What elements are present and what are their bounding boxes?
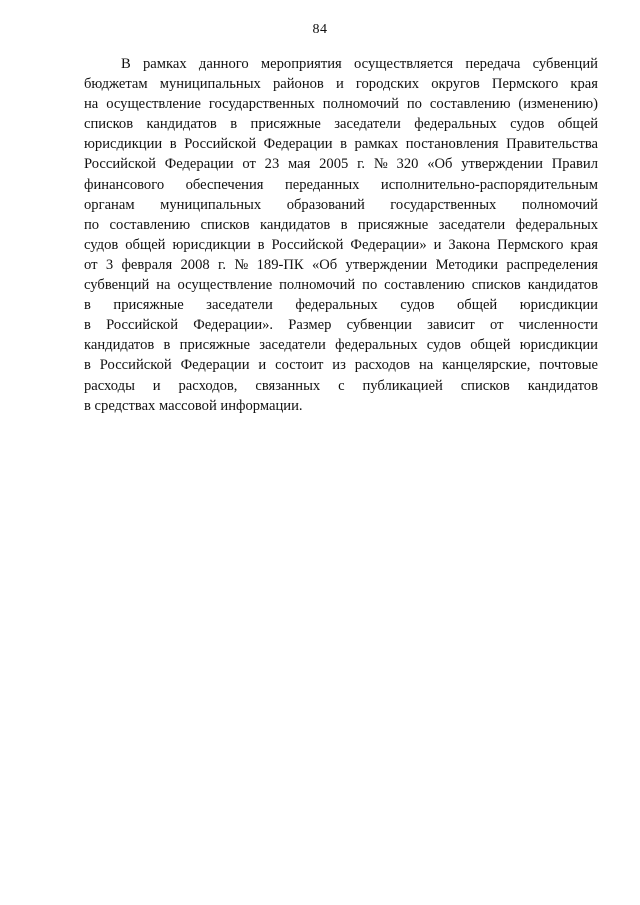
- paragraph-line: списков кандидатов в присяжные заседатели федеральных судов общей: [84, 116, 598, 133]
- paragraph-line: на осуществление государственных полномочий по составлению (изменению): [84, 96, 598, 113]
- paragraph-line: в средствах массовой информации.: [84, 397, 303, 414]
- paragraph-line: В рамках данного мероприятия осуществляется передача субвенций: [121, 56, 598, 72]
- paragraph-line: по составлению списков кандидатов в присяжные заседатели федеральных: [84, 216, 598, 233]
- paragraph-line: от 3 февраля 2008 г. № 189-ПК «Об утверждении Методики распределения: [84, 256, 598, 273]
- paragraph-line: расходы и расходов, связанных с публикацией списков кандидатов: [84, 377, 598, 394]
- paragraph-line: судов общей юрисдикции в Российской Федерации» и Закона Пермского края: [84, 236, 598, 253]
- paragraph-line: кандидатов в присяжные заседатели федеральных судов общей юрисдикции: [84, 337, 598, 354]
- paragraph-line: Российской Федерации от 23 мая 2005 г. № 320 «Об утверждении Правил: [84, 156, 598, 173]
- paragraph-line: финансового обеспечения переданных исполнительно-распорядительным: [84, 176, 598, 193]
- paragraph-line: субвенций на осуществление полномочий по составлению списков кандидатов: [84, 277, 598, 294]
- page-number: 84: [312, 22, 328, 37]
- paragraph-line: в присяжные заседатели федеральных судов общей юрисдикции: [84, 297, 598, 314]
- paragraph-line: в Российской Федерации и состоит из расходов на канцелярские, почтовые: [84, 357, 598, 374]
- paragraph-line: органам муниципальных образований государственных полномочий: [84, 196, 598, 213]
- paragraph-line: в Российской Федерации». Размер субвенции зависит от численности: [84, 317, 598, 334]
- paragraph-line: юрисдикции в Российской Федерации в рамках постановления Правительства: [84, 136, 598, 153]
- paragraph-line: бюджетам муниципальных районов и городских округов Пермского края: [84, 76, 598, 93]
- body-paragraph: [84, 54, 598, 416]
